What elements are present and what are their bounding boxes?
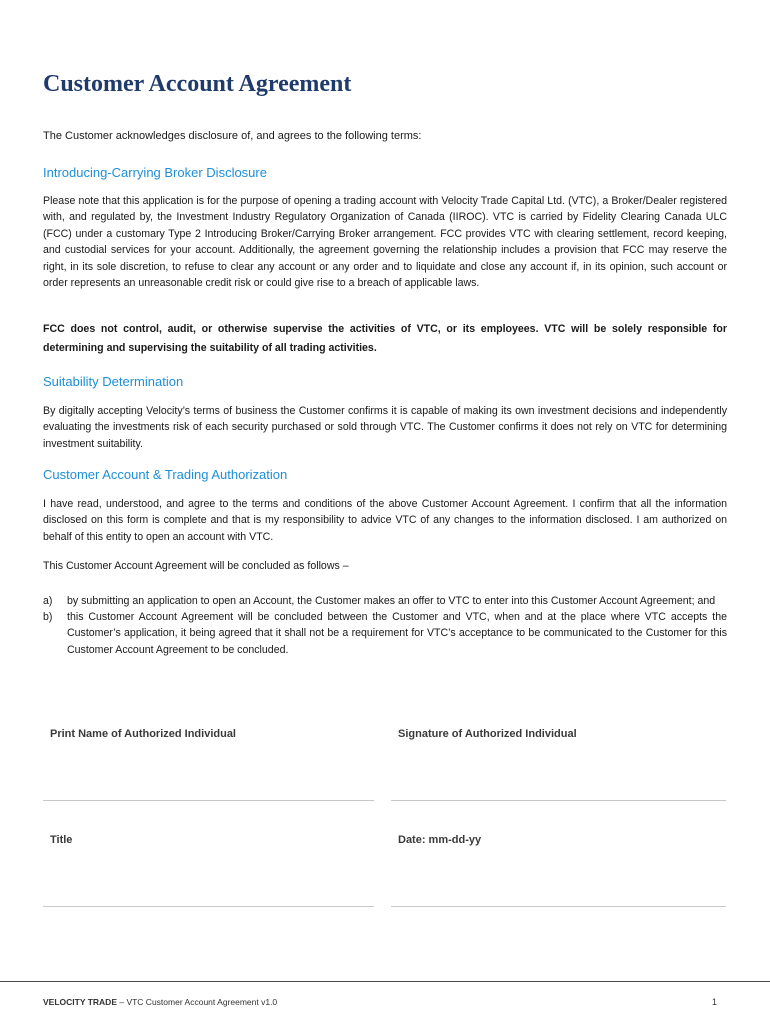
title-label: Title <box>50 834 73 846</box>
footer-label <box>43 997 277 1007</box>
list-item-text: this Customer Account Agreement will be concluded between the Customer and VTC, when and at the place where VTC accepts the Customer’s application, it being agreed that it shall not be a requirement for VTC’s acceptance to be communicated to the Customer for this Customer Account Agreement to be concluded. <box>67 611 727 656</box>
broker-disclosure-bold-paragraph: FCC does not control, audit, or otherwise supervise the activities of VTC, or its employees. VTC will be solely responsible for determining and supervising the suitability of all trading activities. <box>43 323 727 354</box>
date-line[interactable] <box>391 906 726 907</box>
footer-divider <box>0 981 770 982</box>
list-marker: a) <box>43 595 53 607</box>
footer-brand: VELOCITY TRADE <box>43 997 117 1007</box>
intro-text: The Customer acknowledges disclosure of, and agrees to the following terms: <box>43 130 422 142</box>
page-number: 1 <box>712 997 718 1007</box>
conclusion-intro: This Customer Account Agreement will be concluded as follows – <box>43 560 349 572</box>
suitability-paragraph: By digitally accepting Velocity’s terms of business the Customer confirms it is capable of making its own investment decisions and independently evaluating the investments risk of each security purchased or sold through VTC. The Customer confirms it does not rely on VTC for determining investment suitability. <box>43 405 727 450</box>
list-item-text: by submitting an application to open an Account, the Customer makes an offer to VTC to enter into this Customer Account Agreement; and <box>67 595 716 607</box>
date-label: Date: mm-dd-yy <box>398 834 482 846</box>
suitability-heading: Suitability Determination <box>43 374 184 389</box>
authorization-paragraph: I have read, understood, and agree to the terms and conditions of the above Customer Account Agreement. I confirm that all the information disclosed on this form is complete and that is my responsibility to advice VTC of any changes to the information disclosed. I am authorized on behalf of this entity to open an account with VTC. <box>43 498 727 543</box>
title-line[interactable] <box>43 906 374 907</box>
signature-line[interactable] <box>391 800 726 801</box>
broker-disclosure-paragraph: Please note that this application is for the purpose of opening a trading account with Velocity Trade Capital Ltd. (VTC), a Broker/Dealer registered with, and regulated by, the Investment Industry Regulatory Organization of Canada (IIROC). VTC is carried by Fidelity Clearing Canada ULC (FCC) under a customary Type 2 Introducing Broker/Carrying Broker arrangement. FCC provides VTC with clearing settlement, record keeping, and custodial services for your account. Additionally, the agreement governing the relationship includes a provision that FCC may reserve the right, in its sole discretion, to refuse to clear any account or any order and to liquidate and close any account if, in its opinion, such account or order represents an unreasonable credit risk or could give rise to a breach of applicable laws. <box>43 195 727 290</box>
signature-label: Signature of Authorized Individual <box>398 728 577 740</box>
print-name-line[interactable] <box>43 800 374 801</box>
authorization-heading: Customer Account & Trading Authorization <box>43 467 288 482</box>
document-title: Customer Account Agreement <box>43 71 352 97</box>
conclusion-list <box>43 593 727 658</box>
footer-document-label: – VTC Customer Account Agreement v1.0 <box>117 997 278 1007</box>
broker-disclosure-heading: Introducing-Carrying Broker Disclosure <box>43 165 267 180</box>
print-name-label: Print Name of Authorized Individual <box>50 728 236 740</box>
list-marker: b) <box>43 611 53 624</box>
list-item <box>43 609 727 658</box>
list-item <box>43 593 727 609</box>
